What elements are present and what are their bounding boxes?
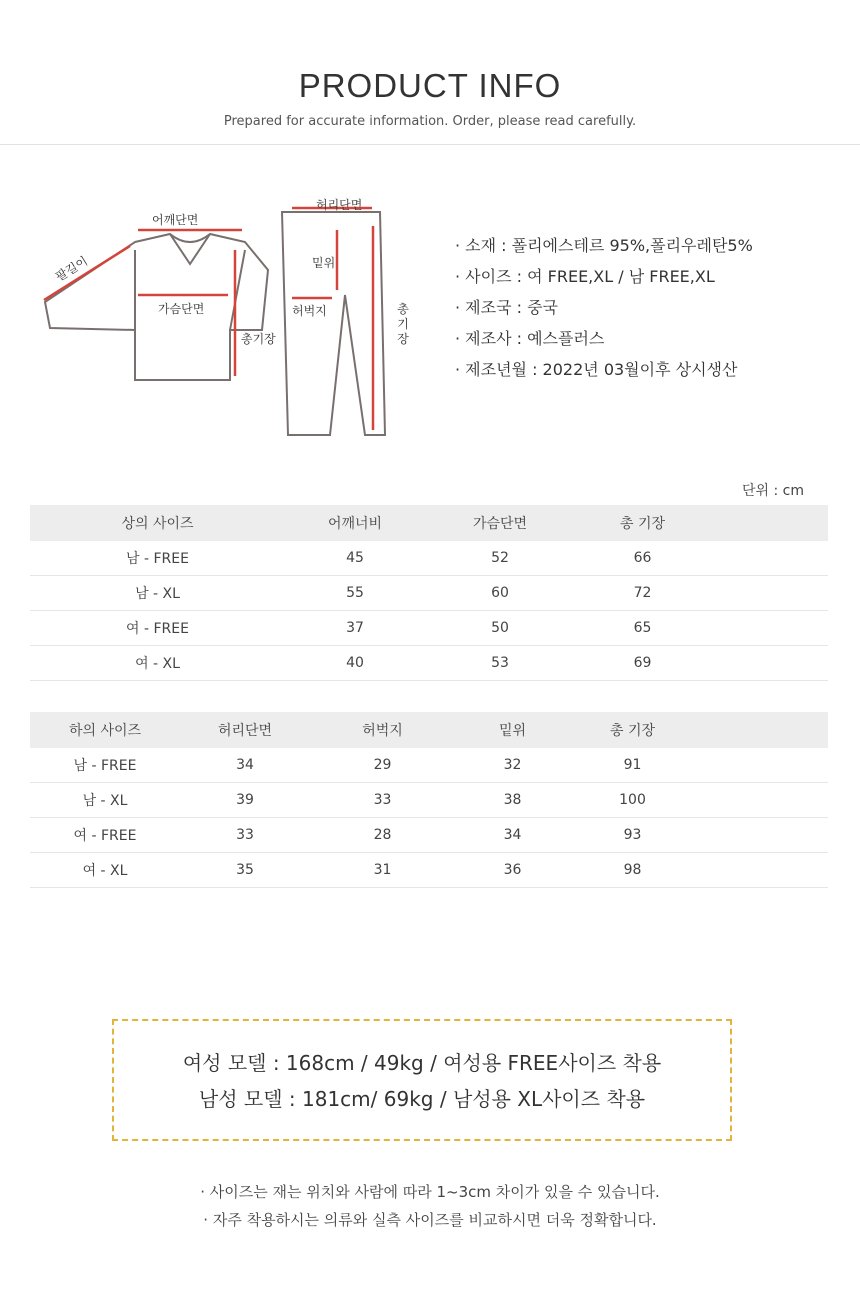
column-header: 가슴단면 — [425, 505, 575, 541]
table-cell: 34 — [180, 748, 310, 783]
table-cell: 31 — [310, 853, 455, 888]
column-header: 허리단면 — [180, 712, 310, 748]
spec-list — [455, 236, 845, 391]
table-cell: 72 — [575, 576, 710, 611]
label-rise: 밑위 — [312, 256, 336, 270]
table-cell: 52 — [425, 541, 575, 576]
table-cell: 32 — [455, 748, 570, 783]
table-cell: 28 — [310, 818, 455, 853]
model-info-box — [112, 1019, 732, 1141]
page-subtitle: Prepared for accurate information. Order, please read carefully. — [223, 114, 637, 129]
page-header — [0, 0, 860, 129]
model-info-male: 남성 모델 : 181cm/ 69kg / 남성용 XL사이즈 착용 — [198, 1087, 646, 1111]
table-cell: 69 — [575, 646, 710, 681]
top-size-table — [30, 505, 828, 681]
bottom-size-table — [30, 712, 828, 888]
column-header: 총 기장 — [570, 712, 695, 748]
table-cell-spacer — [695, 818, 828, 853]
column-header-spacer — [710, 505, 828, 541]
table-cell: 남 - XL — [30, 576, 285, 611]
table-cell: 남 - XL — [30, 783, 180, 818]
table-cell: 38 — [455, 783, 570, 818]
garment-illustration — [30, 190, 430, 450]
table-cell: 40 — [285, 646, 425, 681]
table-cell: 36 — [455, 853, 570, 888]
table-cell-spacer — [710, 646, 828, 681]
table-cell: 35 — [180, 853, 310, 888]
table-cell: 60 — [425, 576, 575, 611]
table-row — [30, 783, 828, 818]
column-header: 허벅지 — [310, 712, 455, 748]
garment-diagram — [30, 190, 430, 450]
table-row — [30, 611, 828, 646]
table-cell: 91 — [570, 748, 695, 783]
label-waist: 허리단면 — [316, 198, 363, 212]
table-cell: 39 — [180, 783, 310, 818]
table-cell: 29 — [310, 748, 455, 783]
table-cell: 여 - XL — [30, 646, 285, 681]
pants-outline — [282, 212, 385, 435]
table-row — [30, 748, 828, 783]
table-cell: 98 — [570, 853, 695, 888]
table-header-row — [30, 505, 828, 541]
table-cell: 93 — [570, 818, 695, 853]
table-cell: 여 - XL — [30, 853, 180, 888]
column-header: 총 기장 — [575, 505, 710, 541]
table-cell-spacer — [710, 611, 828, 646]
label-pants-length: 총 기 장 — [397, 302, 409, 346]
table-cell: 66 — [575, 541, 710, 576]
unit-label: 단위 : cm — [741, 483, 804, 499]
table-row — [30, 646, 828, 681]
shirt-sleeve-seam — [135, 250, 245, 330]
table-cell: 45 — [285, 541, 425, 576]
note-compare: · 자주 착용하시는 의류와 실측 사이즈를 비교하시면 더욱 정확합니다. — [203, 1211, 657, 1229]
spec-country: · 제조국 : 중국 — [455, 298, 559, 317]
page-title: PRODUCT INFO — [298, 67, 562, 104]
column-header: 상의 사이즈 — [30, 505, 285, 541]
label-shoulder: 어깨단면 — [152, 213, 199, 227]
table-cell: 34 — [455, 818, 570, 853]
table-cell: 53 — [425, 646, 575, 681]
table-cell: 55 — [285, 576, 425, 611]
table-row — [30, 576, 828, 611]
table-cell-spacer — [695, 748, 828, 783]
table-cell: 33 — [180, 818, 310, 853]
column-header: 밑위 — [455, 712, 570, 748]
label-thigh: 허벅지 — [292, 304, 327, 318]
column-header: 어깨너비 — [285, 505, 425, 541]
spec-size: · 사이즈 : 여 FREE,XL / 남 FREE,XL — [455, 267, 715, 286]
table-header-row — [30, 712, 828, 748]
table-cell: 37 — [285, 611, 425, 646]
table-cell-spacer — [695, 783, 828, 818]
table-cell: 100 — [570, 783, 695, 818]
spec-material: · 소재 : 폴리에스테르 95%,폴리우레탄5% — [455, 236, 753, 255]
table-cell: 여 - FREE — [30, 611, 285, 646]
table-cell: 남 - FREE — [30, 748, 180, 783]
table-cell: 여 - FREE — [30, 818, 180, 853]
note-measurement: · 사이즈는 재는 위치와 사람에 따라 1~3cm 차이가 있을 수 있습니다. — [200, 1183, 660, 1201]
table-cell: 65 — [575, 611, 710, 646]
table-row — [30, 853, 828, 888]
table-cell-spacer — [710, 541, 828, 576]
header-divider — [0, 144, 860, 145]
label-chest: 가슴단면 — [158, 302, 205, 316]
spec-manufacturer: · 제조사 : 예스플러스 — [455, 329, 605, 348]
model-info-female: 여성 모델 : 168cm / 49kg / 여성용 FREE사이즈 착용 — [182, 1051, 662, 1075]
label-sleeve: 팔길이 — [53, 253, 91, 285]
table-cell: 50 — [425, 611, 575, 646]
table-cell: 남 - FREE — [30, 541, 285, 576]
spec-date: · 제조년월 : 2022년 03월이후 상시생산 — [455, 360, 738, 379]
table-cell-spacer — [710, 576, 828, 611]
table-cell-spacer — [695, 853, 828, 888]
table-row — [30, 541, 828, 576]
table-cell: 33 — [310, 783, 455, 818]
label-shirt-length: 총기장 — [241, 332, 276, 346]
table-row — [30, 818, 828, 853]
column-header-spacer — [695, 712, 828, 748]
size-notes — [0, 1178, 860, 1234]
column-header: 하의 사이즈 — [30, 712, 180, 748]
